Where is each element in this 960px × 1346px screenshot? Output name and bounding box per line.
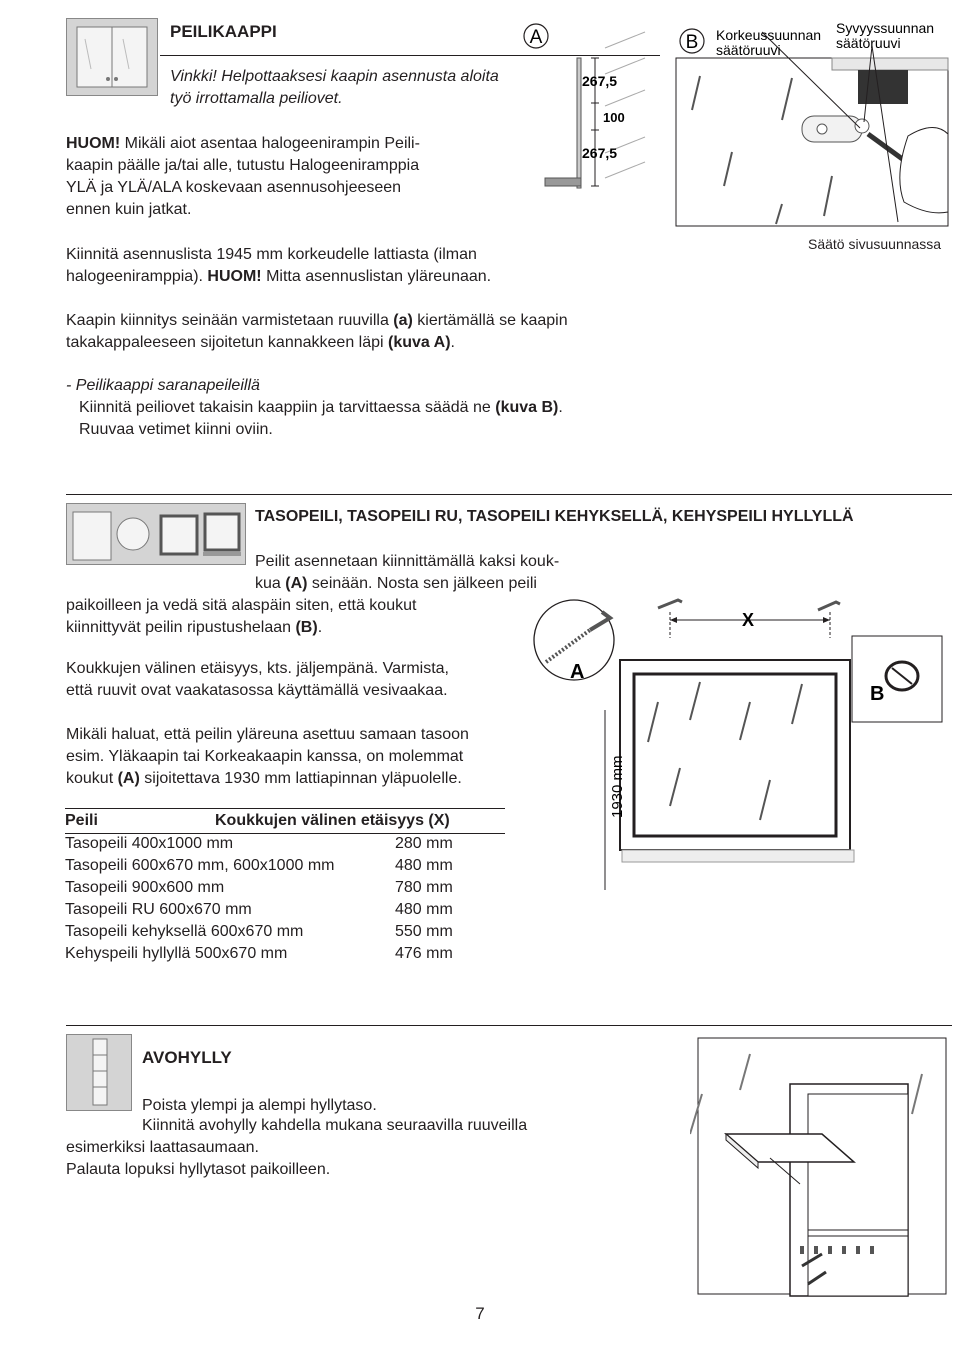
mount-text: Kiinnitä asennuslista 1945 mm korkeudelle lattiasta (ilman: [66, 246, 477, 263]
mirror-types-thumbnail: [66, 503, 246, 565]
huom-text: ennen kuin jatkat.: [66, 201, 192, 218]
table-cell-distance: 550 mm: [395, 923, 453, 940]
fix-text: takakappaleeseen sijoitetun kannakkeen läpi: [66, 334, 389, 351]
hook-text: paikoilleen ja vedä sitä alaspäin siten, että koukut: [66, 597, 417, 614]
height-text: sijoitettava 1930 mm lattiapinnan yläpuolelle.: [139, 770, 462, 787]
table-cell-mirror: Tasopeili kehyksellä 600x670 mm: [65, 923, 304, 940]
table-cell-mirror: Kehyspeili hyllyllä 500x670 mm: [65, 945, 288, 962]
depth-adj-label: säätöruuvi: [836, 35, 901, 51]
table-cell-distance: 780 mm: [395, 879, 453, 896]
open-shelf-icon: [67, 1035, 131, 1110]
mirror-types-icon: [67, 504, 245, 564]
figure-b: [672, 16, 954, 230]
dim-x-label: X: [742, 610, 755, 630]
huom-label: HUOM!: [66, 135, 121, 152]
hook-text: kua: [255, 575, 286, 592]
ref-kuva-b: (kuva B): [495, 399, 559, 416]
height-text: koukut: [66, 770, 118, 787]
bullet-title: - Peilikaappi saranapeileillä: [66, 377, 260, 394]
mount-text: Mitta asennuslistan yläreunaan.: [261, 268, 492, 285]
height-1930-label: 1930 mm: [609, 755, 626, 818]
fix-instruction: [66, 310, 706, 354]
figure-mirror-mount: [530, 590, 954, 890]
table-cell-distance: 280 mm: [395, 835, 453, 852]
section-title-peilikaappi: PEILIKAAPPI: [170, 22, 277, 41]
dim-bottom: 267,5: [582, 145, 618, 161]
bullet-hinged-mirror: [66, 375, 706, 441]
shelf-text: Kiinnitä avohylly kahdella mukana seuraavilla ruuveilla: [142, 1117, 528, 1134]
fix-text: kiertämällä se kaapin: [412, 312, 568, 329]
ref-a: (A): [285, 575, 308, 592]
huom-text: YLÄ ja YLÄ/ALA koskevaan asennusohjeeseen: [66, 179, 402, 196]
side-adj-label: Säätö sivusuunnassa: [808, 236, 942, 252]
figure-a: [515, 18, 665, 208]
table-cell-distance: 480 mm: [395, 857, 453, 874]
tip-text: Vinkki! Helpottaaksesi kaapin asennusta aloita työ irrottamalla peiliovet.: [170, 68, 499, 107]
depth-adj-label: Syvyyssuunnan: [836, 20, 935, 36]
dim-top: 267,5: [582, 73, 618, 89]
distance-paragraph: [66, 658, 536, 702]
table-header-mirror: Peili: [65, 812, 98, 829]
mount-instruction: [66, 244, 626, 288]
height-text: Mikäli haluat, että peilin yläreuna asettuu samaan tasoon: [66, 726, 469, 743]
table-cell-distance: 480 mm: [395, 901, 453, 918]
bullet-text: Ruuvaa vetimet kiinni oviin.: [79, 421, 273, 438]
figure-a-label: A: [529, 27, 543, 48]
hook-text: .: [317, 619, 323, 636]
section-title-avohylly: AVOHYLLY: [142, 1048, 232, 1067]
ref-a: (a): [393, 312, 413, 329]
huom-text: Mikäli aiot asentaa halogeenirampin Peili-: [120, 135, 420, 152]
figure-open-shelf: [690, 1034, 952, 1300]
ref-a: (A): [117, 770, 140, 787]
table-cell-mirror: Tasopeili RU 600x670 mm: [65, 901, 252, 918]
mirror-cabinet-icon: [67, 19, 157, 95]
ref-kuva-a: (kuva A): [388, 334, 451, 351]
shelf-text: Palauta lopuksi hyllytasot paikoilleen.: [66, 1161, 331, 1178]
detail-a-label: A: [570, 661, 585, 683]
shelf-text: esimerkiksi laattasaumaan.: [66, 1139, 259, 1156]
table-cell-mirror: Tasopeili 900x600 mm: [65, 879, 225, 896]
mount-text: halogeeniramppia).: [66, 268, 208, 285]
height-paragraph: [66, 724, 566, 790]
distance-text: Koukkujen välinen etäisyys, kts. jäljempänä. Varmista,: [66, 660, 449, 677]
huom-label: HUOM!: [207, 268, 262, 285]
huom-text: kaapin päälle ja/tai alle, tutustu Halogeeniramppia: [66, 157, 420, 174]
bullet-text: Kiinnitä peiliovet takaisin kaappiin ja tarvittaessa säädä ne: [79, 399, 496, 416]
height-text: esim. Yläkaapin tai Korkeakaapin kanssa, on molemmat: [66, 748, 464, 765]
detail-b-label: B: [870, 683, 885, 705]
section-title-tasopeili: TASOPEILI, TASOPEILI RU, TASOPEILI KEHYKSELLÄ, KEHYSPEILI HYLLYLLÄ: [255, 508, 854, 525]
distance-text: että ruuvit ovat vaakatasossa käyttämällä vesivaakaa.: [66, 682, 448, 699]
fix-text: Kaapin kiinnitys seinään varmistetaan ruuvilla: [66, 312, 394, 329]
bullet-text: .: [558, 399, 563, 416]
huom-paragraph: [66, 133, 516, 221]
hook-text: seinään. Nosta sen jälkeen peili: [307, 575, 537, 592]
hook-paragraph-start: [255, 551, 655, 595]
table-cell-mirror: Tasopeili 400x1000 mm: [65, 835, 234, 852]
hook-paragraph-end: [66, 595, 526, 639]
table-cell-mirror: Tasopeili 600x670 mm, 600x1000 mm: [65, 857, 335, 874]
open-shelf-thumbnail: [66, 1034, 132, 1111]
table-cell-distance: 476 mm: [395, 945, 453, 962]
page-number: 7: [475, 1304, 485, 1323]
height-adj-label: säätöruuvi: [716, 42, 781, 58]
ref-b: (B): [295, 619, 318, 636]
table-header-distance: Koukkujen välinen etäisyys (X): [215, 812, 450, 829]
mirror-cabinet-thumbnail: [66, 18, 158, 96]
dim-mid: 100: [603, 110, 625, 125]
shelf-text: Poista ylempi ja alempi hyllytaso.: [142, 1097, 377, 1114]
figure-b-label: B: [685, 32, 699, 53]
height-adj-label: Korkeussuunnan: [716, 27, 822, 43]
hook-text: kiinnittyvät peilin ripustushelaan: [66, 619, 296, 636]
fix-text: .: [450, 334, 455, 351]
hook-text: Peilit asennetaan kiinnittämällä kaksi kouk-: [255, 553, 560, 570]
